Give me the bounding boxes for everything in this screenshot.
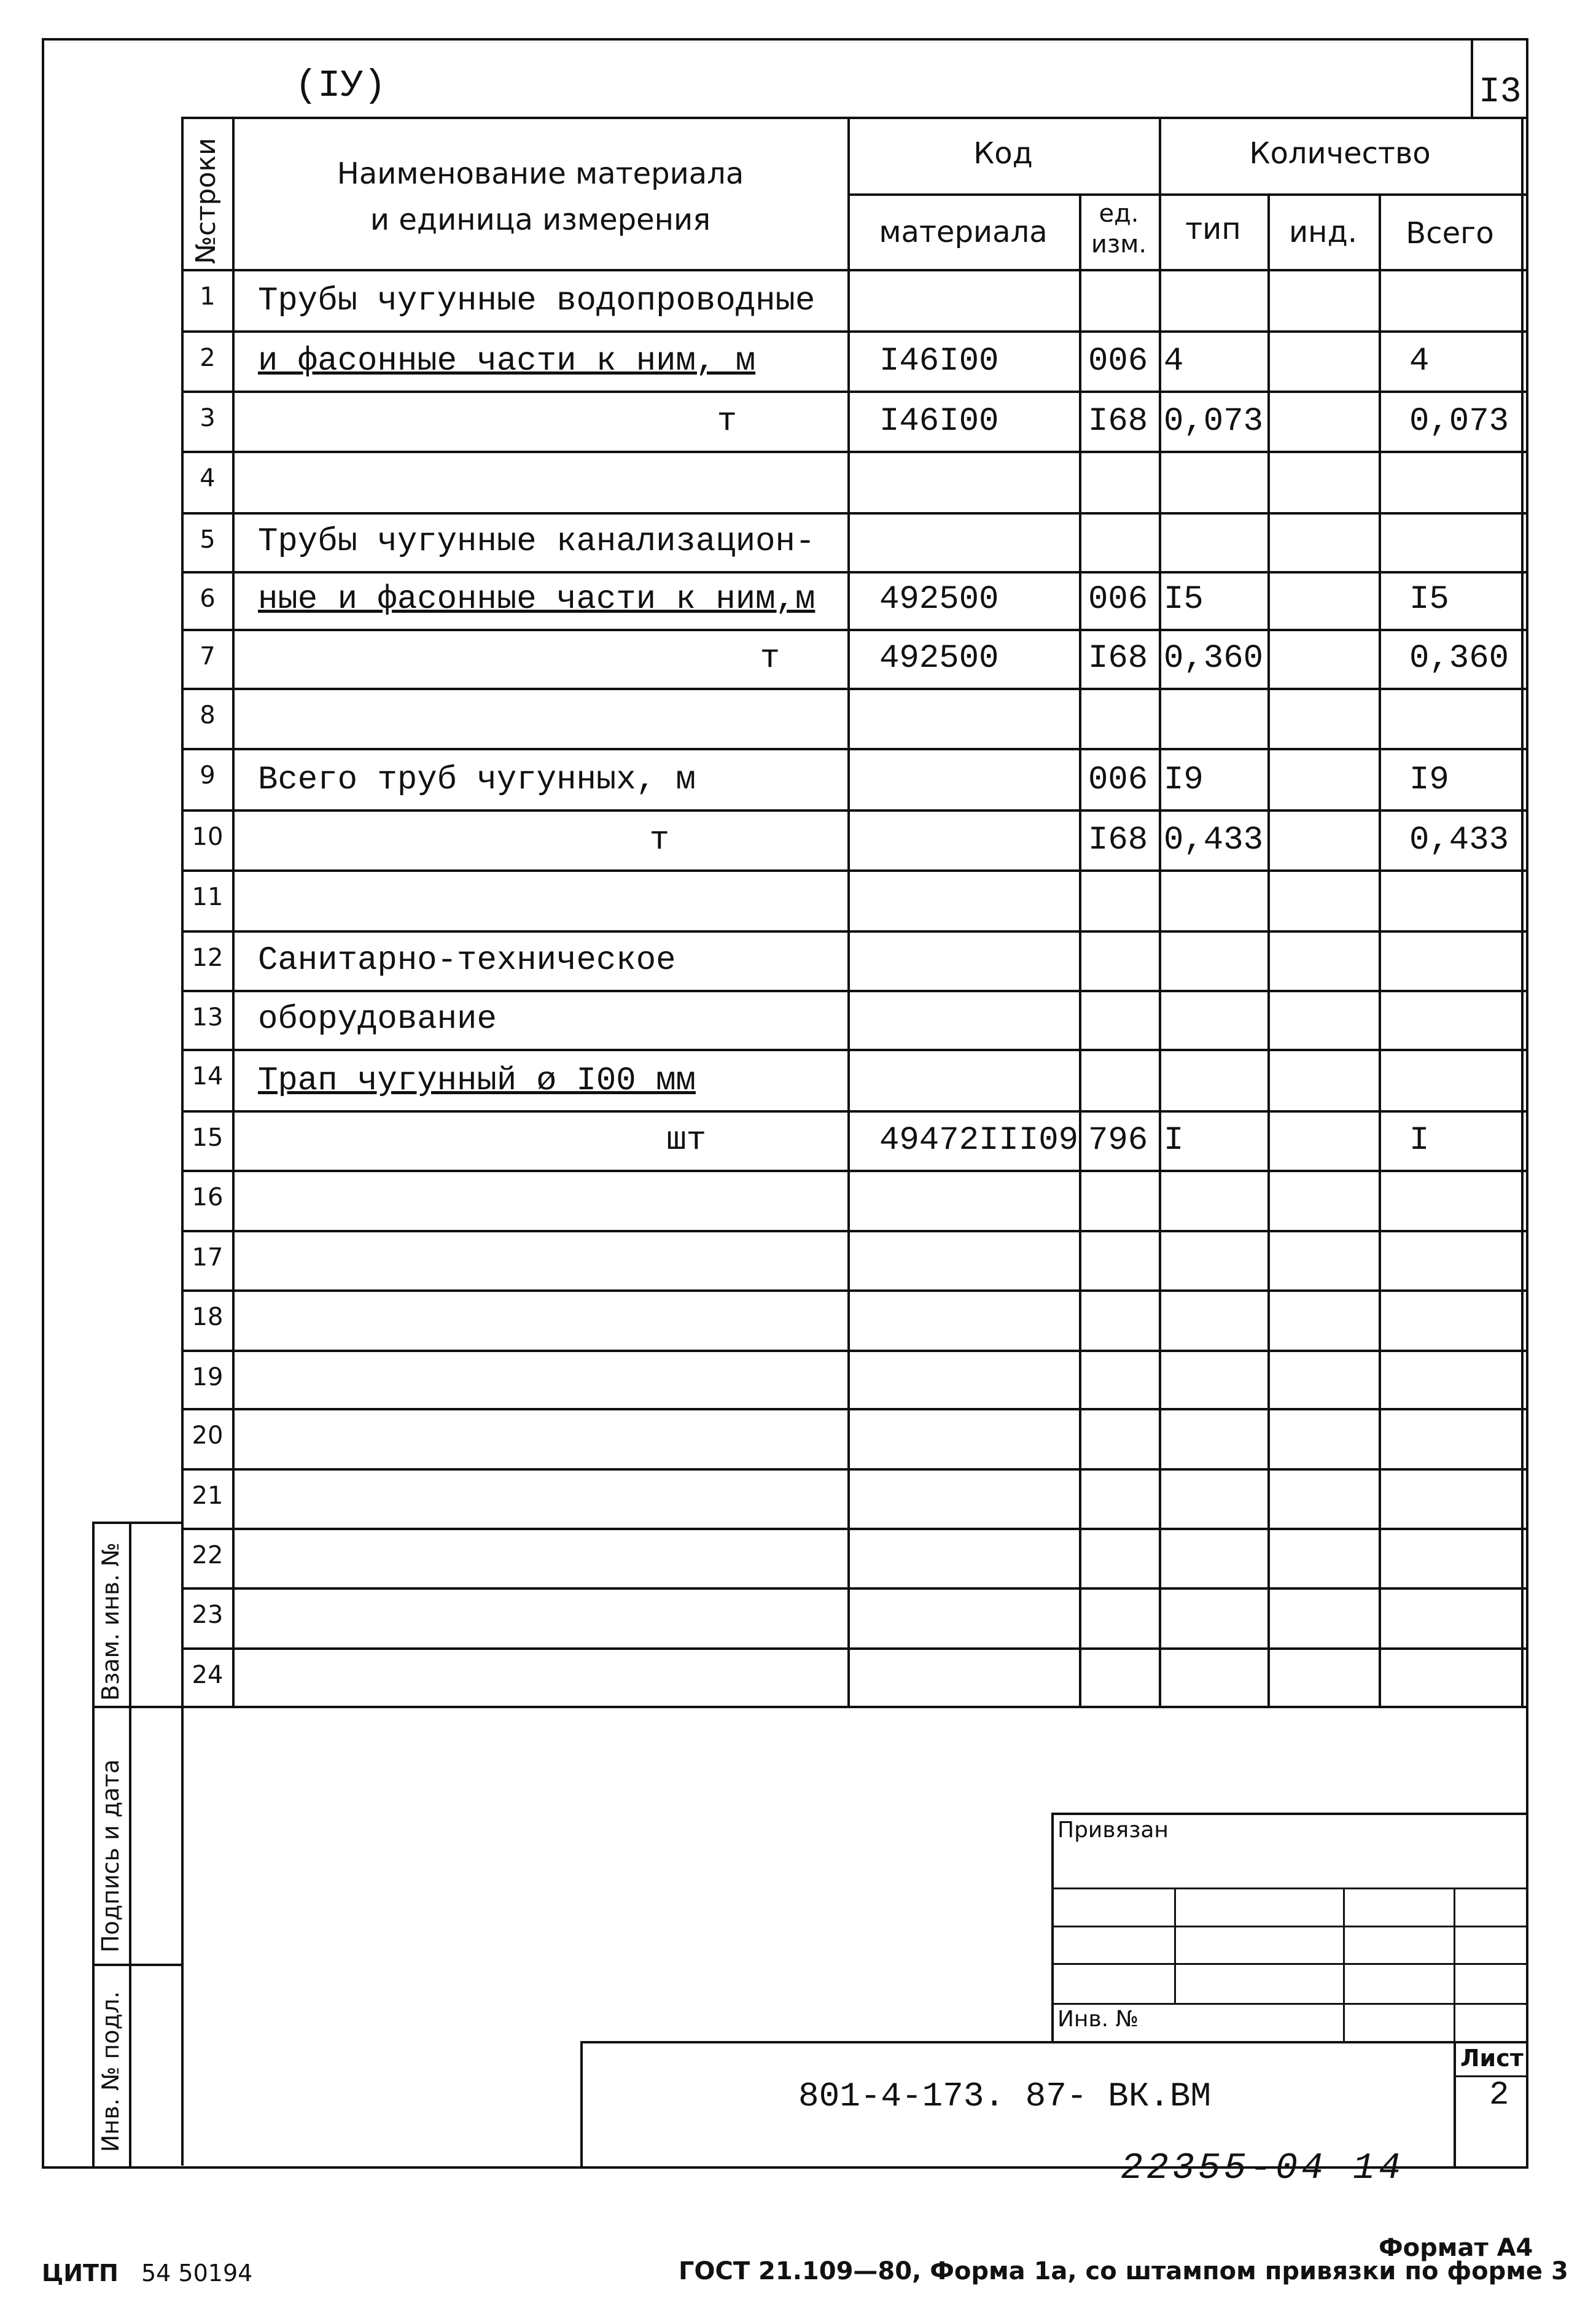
section-mark: (IУ) (295, 64, 386, 107)
row-name: Трап чугунный ø I00 мм (258, 1062, 696, 1100)
header-bottom-line (181, 269, 1528, 271)
side-strip-left (92, 1522, 95, 2166)
subheader-line (847, 193, 1528, 196)
side-vzam-inv: Взам. инв. № (97, 1542, 124, 1701)
row-separator (181, 1049, 1528, 1051)
row-number: 13 (192, 1003, 224, 1032)
row-qty-type: I (1164, 1122, 1184, 1159)
row-number: 19 (192, 1363, 224, 1391)
header-unit-line1: ед. (1099, 200, 1139, 228)
page-number-box-left (1471, 38, 1473, 118)
row-qty-type: I9 (1164, 761, 1204, 799)
privyazan-col2 (1343, 1888, 1345, 2041)
row-unit-code: 006 (1088, 581, 1148, 618)
row-qty-total: I9 (1409, 761, 1449, 799)
row-number: 18 (192, 1303, 224, 1331)
row-separator (181, 629, 1528, 631)
row-material-code: I46I00 (879, 403, 999, 440)
header-ind: инд. (1288, 215, 1358, 249)
row-qty-total: 4 (1409, 343, 1430, 380)
doc-box-left (580, 2041, 583, 2166)
header-total: Всего (1406, 216, 1494, 251)
row-unit-code: I68 (1088, 822, 1148, 859)
footer-org: ЦИТП (42, 2260, 119, 2287)
col-total (1521, 117, 1524, 1706)
row-separator (181, 571, 1528, 573)
row-name: Всего труб чугунных, м (258, 761, 696, 799)
row-name: т (717, 403, 737, 440)
privyazan-row-line1 (1051, 1888, 1528, 1889)
row-qty-type: 0,360 (1164, 640, 1264, 677)
list-value: 2 (1489, 2077, 1509, 2114)
row-qty-type: I5 (1164, 581, 1204, 618)
row-unit-code: 006 (1088, 761, 1148, 799)
row-unit-code: I68 (1088, 403, 1148, 440)
row-name: Трубы чугунные канализацион- (258, 523, 816, 561)
row-separator (181, 688, 1528, 690)
row-number: 20 (192, 1421, 224, 1450)
row-number: 12 (192, 944, 224, 972)
col-rownum (232, 117, 235, 1706)
row-number: 15 (192, 1124, 224, 1152)
row-separator (181, 1289, 1528, 1292)
document-code: 801-4-173. 87- ВК.ВМ (798, 2077, 1212, 2116)
handwritten-number: 22355-04 14 (1121, 2148, 1405, 2190)
header-row-no: №строки (190, 138, 222, 264)
list-label: Лист (1460, 2045, 1524, 2072)
privyazan-col3 (1454, 1888, 1455, 2041)
header-code: Код (973, 136, 1033, 171)
privyazan-row-line4 (1051, 2003, 1528, 2005)
row-name: и фасонные части к ним, м (258, 343, 756, 380)
row-separator (181, 1110, 1528, 1113)
side-strip-inner (129, 1522, 131, 2166)
row-separator (181, 1170, 1528, 1172)
row-separator (181, 869, 1528, 872)
stamp-top-line (181, 1706, 1528, 1708)
col-unit (1159, 117, 1161, 1706)
row-qty-total: I5 (1409, 581, 1449, 618)
row-number: 11 (192, 883, 224, 911)
side-podpis-data: Подпись и дата (97, 1759, 124, 1953)
row-number: 9 (200, 761, 216, 790)
row-name: Трубы чугунные водопроводные (258, 282, 816, 320)
row-separator (181, 1408, 1528, 1410)
footer-gost: ГОСТ 21.109—80, Форма 1а, со штампом привязки по форме 3 (679, 2257, 1568, 2285)
row-separator (181, 1528, 1528, 1530)
col-type (1267, 193, 1270, 1706)
frame-right (1526, 38, 1528, 2169)
header-unit-line2: изм. (1091, 230, 1147, 259)
row-unit-code: I68 (1088, 640, 1148, 677)
row-separator (181, 330, 1528, 333)
row-separator (181, 1587, 1528, 1590)
row-number: 10 (192, 823, 224, 851)
frame-left (42, 38, 44, 2169)
side-strip-div1 (92, 1706, 183, 1708)
side-strip-top (92, 1522, 183, 1524)
row-separator (181, 748, 1528, 750)
row-number: 14 (192, 1062, 224, 1091)
row-number: 16 (192, 1183, 224, 1211)
privyazan-label: Привязан (1057, 1818, 1169, 1843)
side-inv-podl: Инв. № подл. (97, 1991, 124, 2152)
row-number: 2 (200, 344, 216, 372)
row-material-code: 492500 (879, 640, 999, 677)
side-strip-div2 (92, 1964, 183, 1966)
row-qty-total: 0,073 (1409, 403, 1509, 440)
row-separator (181, 809, 1528, 812)
row-number: 23 (192, 1601, 224, 1629)
row-separator (181, 990, 1528, 992)
privyazan-box-top (1051, 1813, 1528, 1815)
col-name (847, 117, 850, 1706)
privyazan-row-line3 (1051, 1963, 1528, 1965)
row-qty-type: 4 (1164, 343, 1184, 380)
inv-no-label: Инв. № (1057, 2007, 1139, 2032)
row-unit-code: 006 (1088, 343, 1148, 380)
row-separator (181, 1647, 1528, 1650)
row-name: т (649, 822, 669, 859)
row-name: т (760, 640, 780, 677)
row-number: 3 (200, 404, 216, 432)
row-name: оборудование (258, 1001, 497, 1038)
row-separator (181, 930, 1528, 933)
row-number: 24 (192, 1661, 224, 1689)
row-separator (181, 391, 1528, 393)
row-qty-type: 0,433 (1164, 822, 1264, 859)
row-number: 22 (192, 1541, 224, 1569)
row-separator (181, 451, 1528, 453)
row-qty-total: I (1409, 1122, 1430, 1159)
row-material-code: I46I00 (879, 343, 999, 380)
header-name-line2: и единица измерения (370, 203, 711, 237)
format-label: Формат А4 (1379, 2234, 1533, 2262)
row-separator (181, 1230, 1528, 1232)
frame-top (42, 38, 1528, 41)
row-separator (181, 1468, 1528, 1471)
row-qty-total: 0,433 (1409, 822, 1509, 859)
page-number: I3 (1479, 72, 1522, 112)
row-name: ные и фасонные части к ним,м (258, 581, 816, 618)
col-ind (1379, 193, 1381, 1706)
row-number: 8 (200, 701, 216, 729)
row-number: 6 (200, 585, 216, 613)
row-number: 1 (200, 282, 216, 311)
footer-code: 54 50194 (141, 2260, 253, 2287)
header-name-line1: Наименование материала (337, 157, 744, 191)
row-material-code: 49472III09 (879, 1122, 1079, 1159)
row-material-code: 492500 (879, 581, 999, 618)
row-unit-code: 796 (1088, 1122, 1148, 1159)
row-separator (181, 512, 1528, 515)
header-type: тип (1185, 212, 1241, 246)
row-number: 17 (192, 1243, 224, 1272)
header-quantity: Количество (1249, 136, 1431, 171)
row-qty-total: 0,360 (1409, 640, 1509, 677)
header-material: материала (879, 215, 1048, 249)
row-name: шт (666, 1122, 706, 1159)
row-number: 4 (200, 464, 216, 492)
row-number: 7 (200, 642, 216, 671)
row-number: 5 (200, 526, 216, 554)
row-number: 21 (192, 1482, 224, 1510)
doc-box-top (580, 2041, 1528, 2043)
col-code (1079, 193, 1081, 1706)
table-top-line (181, 117, 1528, 119)
privyazan-col1 (1174, 1888, 1176, 2003)
list-box-left (1454, 2041, 1456, 2166)
row-separator (181, 1350, 1528, 1352)
row-qty-type: 0,073 (1164, 403, 1264, 440)
privyazan-row-line2 (1051, 1926, 1528, 1927)
row-name: Санитарно-техническое (258, 942, 676, 979)
